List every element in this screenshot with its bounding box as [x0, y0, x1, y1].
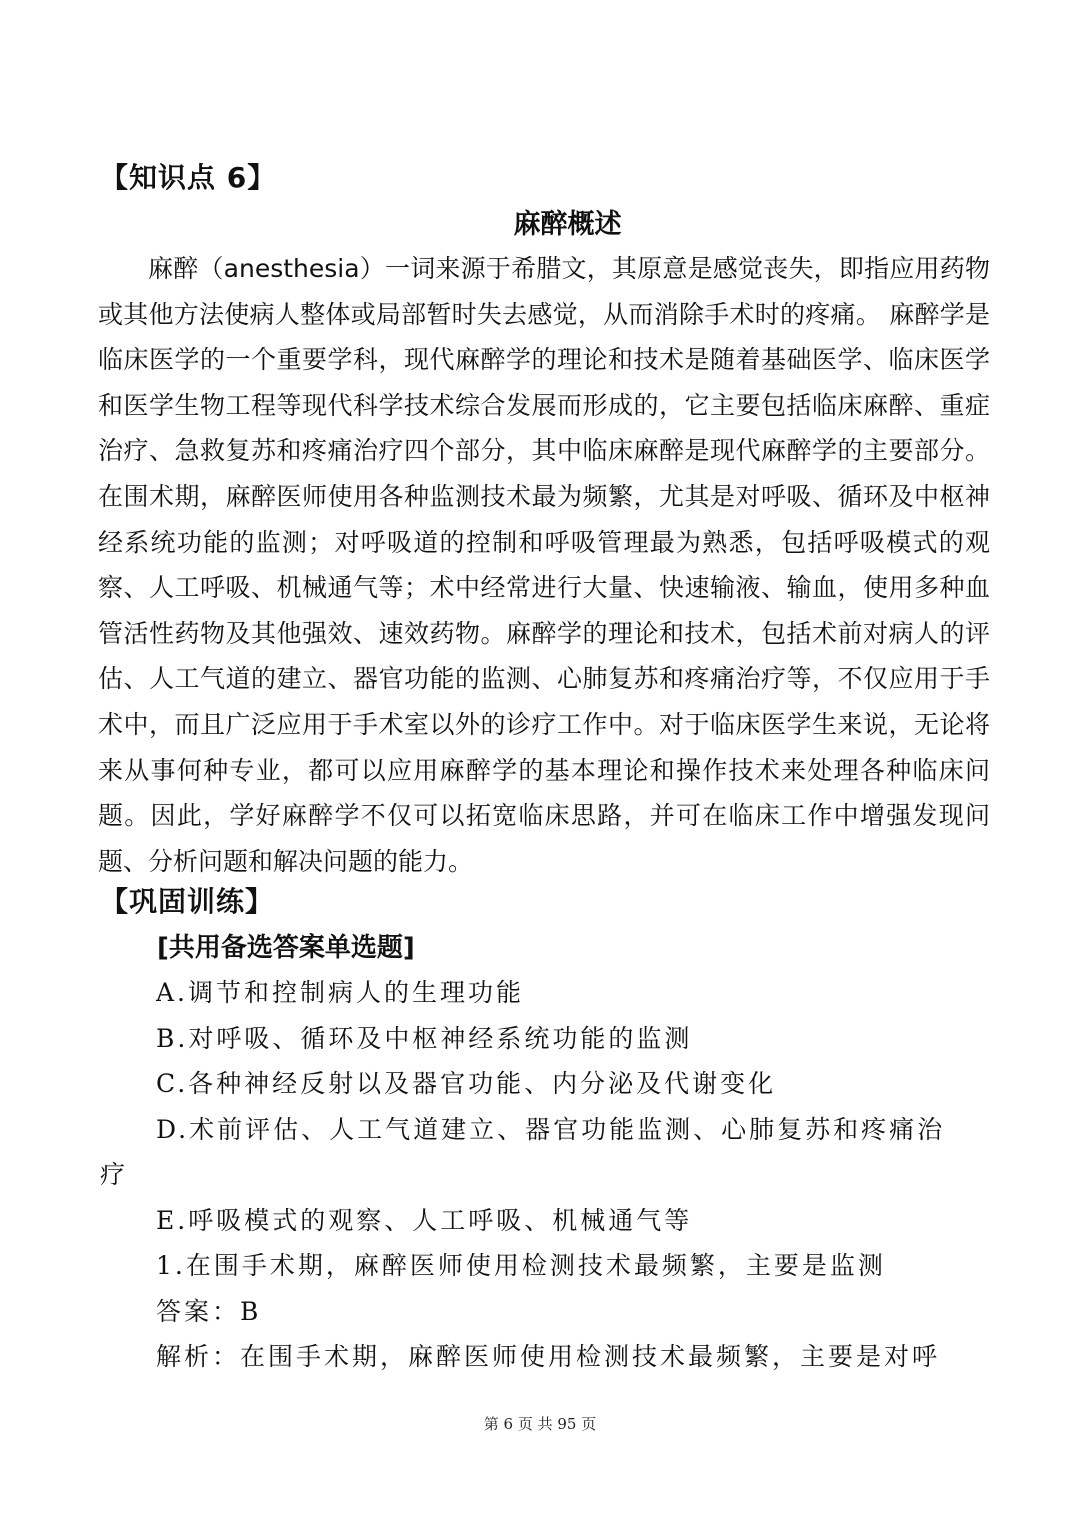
option-d: D.术前评估、人工气道建立、器官功能监测、心肺复苏和疼痛治疗 — [100, 1114, 946, 1189]
option-c: C.各种神经反射以及器官功能、内分泌及代谢变化 — [156, 1069, 777, 1098]
question-type-label: [共用备选答案单选题] — [157, 933, 415, 963]
practice-heading: 【巩固训练】 — [100, 885, 275, 918]
article-title: 麻醉概述 — [513, 209, 622, 240]
option-e: E.呼吸模式的观察、人工呼吸、机械通气等 — [156, 1205, 693, 1235]
article-body: 麻醉（anesthesia）一词来源于希腊文，其原意是感觉丧失，即指应用药物或其他方法使病人整体或局部暂时失去感觉，从而消除手术时的疼痛。 麻醉学是临床医学的一个重要学科，现代麻醉学的理论和技术是随着基础医学、临床医学和医学生物工程等现代科学技术综合发展而形成的，它主要包括临床麻醉、重症治疗、急救复苏和疼痛治疗四个部分，其中临床麻醉是现代麻醉学的主要部分。在围术期，麻醉医师使用各种监测技术最为频繁，尤其是对呼吸、循环及中枢神经系统功能的监测；对呼吸道的控制和呼吸管理最为熟悉，包括呼吸模式的观察、人工呼吸、机械通气等；术中经常进行大量、快速输液、输血，使用多种血管活性药物及其他强效、速效药物。麻醉学的理论和技术，包括术前对病人的评估、人工气道的建立、器官功能的监测、心肺复苏和疼痛治疗等，不仅应用于手术中，而且广泛应用于手术室以外的诊疗工作中。对于临床医学生来说，无论将来从事何种专业，都可以应用麻醉学的基本理论和操作技术来处理各种临床问题。因此，学好麻醉学不仅可以拓宽临床思路，并可在临床工作中增强发现问题、分析问题和解决问题的能力。 — [98, 254, 990, 876]
option-a: A.调节和控制病人的生理功能 — [156, 978, 525, 1007]
page-number: 第 6 页 共 95 页 — [483, 1415, 597, 1433]
option-b: B.对呼吸、循环及中枢神经系统功能的监测 — [156, 1023, 693, 1053]
question-block — [100, 1243, 970, 1380]
knowledge-point-heading: 【知识点 6】 — [100, 161, 277, 194]
question-text: 1.在围手术期，麻醉医师使用检测技术最频繁，主要是监测 — [156, 1251, 886, 1280]
answer-options-list — [100, 970, 970, 1243]
explanation-text: 解析：在围手术期，麻醉医师使用检测技术最频繁，主要是对呼 — [156, 1342, 941, 1371]
answer-text: 答案：B — [156, 1296, 262, 1326]
